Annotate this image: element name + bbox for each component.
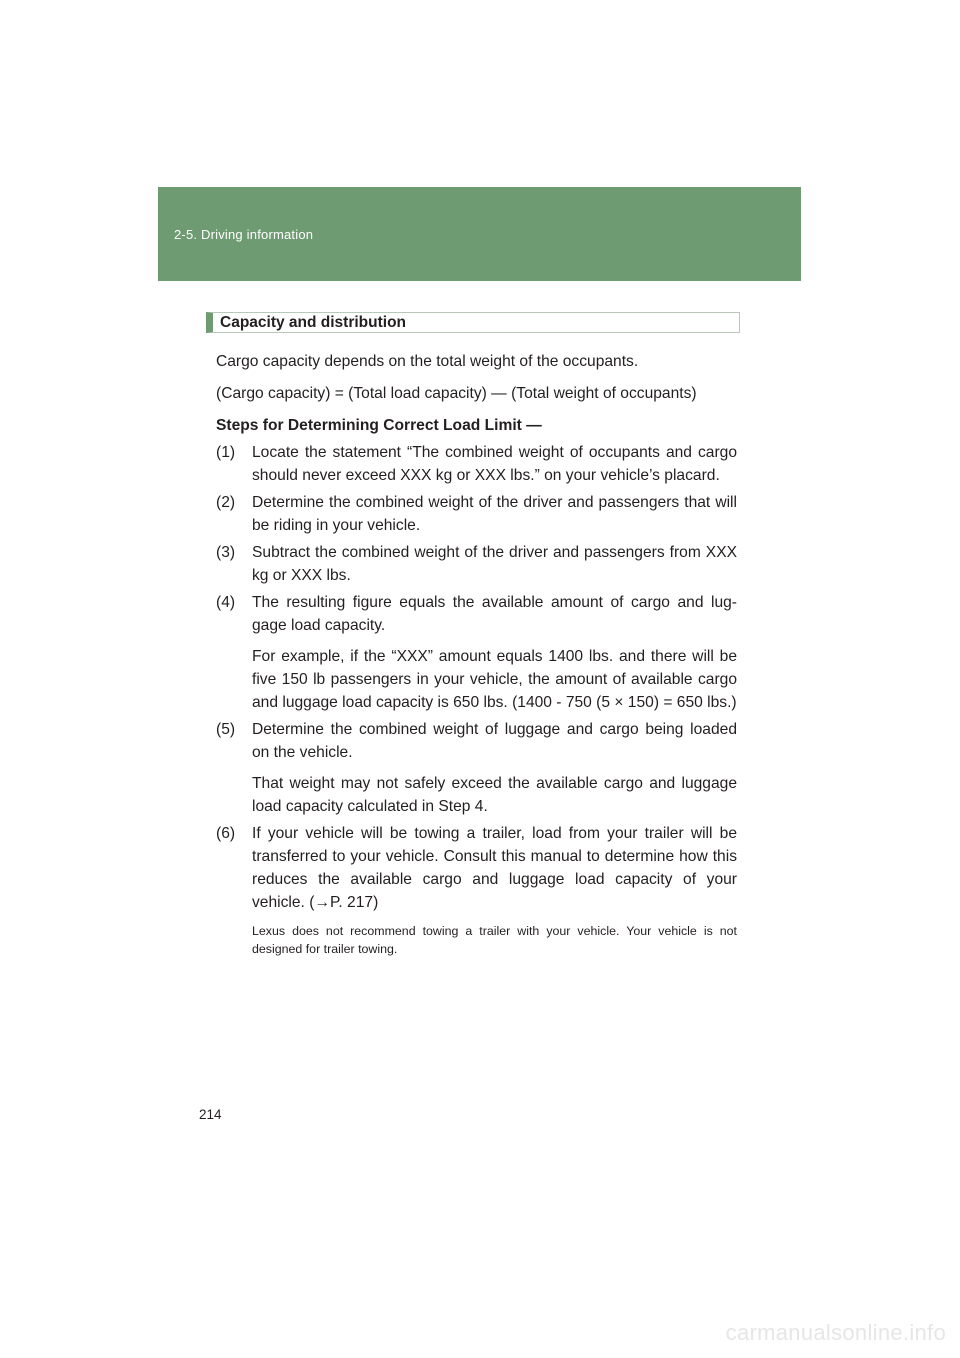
intro-paragraph: Cargo capacity depends on the total weight of the occupants. [216,353,639,370]
step-text: Determine the combined weight of the driver and passengers that will be riding in your vehicle. [252,494,737,534]
step-6-note: Lexus does not recommend towing a trailer with your vehicle. Your vehicle is not designed for trailer towing. [252,924,737,956]
step-number: (5) [216,721,236,738]
section-title: Capacity and distribution [220,314,407,331]
step-4 [216,591,737,637]
page-number: 214 [199,1107,222,1122]
step-4-example: For example, if the “XXX” amount equals 1400 lbs. and there will be five 150 lb passengers in your vehicle, the amount of available cargo and luggage load capacity is 650 lbs. (1400 - 750 (5 × 150) = 650 lbs.) [252,648,737,711]
step-number: (6) [216,825,236,842]
main-content [216,350,737,958]
step-number: (3) [216,544,236,561]
step-5-note: That weight may not safely exceed the available cargo and luggage load capacity calculated in Step 4. [252,775,737,815]
step-text: Locate the statement “The combined weight of occupants and cargo should never exceed XXX kg or XXX lbs.” on your vehicle’s placard. [252,444,737,484]
step-number: (2) [216,494,236,511]
step-3 [216,541,737,587]
step-number: (4) [216,594,236,611]
step-1 [216,441,737,487]
steps-heading: Steps for Determining Correct Load Limit — [216,417,542,434]
chapter-header-band [158,187,801,281]
step-text: If your vehicle will be towing a trailer, load from your trailer will be transferred to your vehicle. Consult this manual to determine how this reduces the available cargo and luggage load capacity of your vehicle. (→P. 217) [252,825,737,911]
chapter-section-label: 2-5. Driving information [174,227,314,242]
step-text: The resulting figure equals the available amount of cargo and lug-gage load capacity. [252,594,737,634]
formula-paragraph: (Cargo capacity) = (Total load capacity) — (Total weight of occupants) [216,385,697,402]
step-text: Subtract the combined weight of the driver and passengers from XXX kg or XXX lbs. [252,544,737,584]
step-text: Determine the combined weight of luggage and cargo being loaded on the vehicle. [252,721,737,761]
section-title-box [206,312,740,333]
step-5 [216,718,737,764]
step-number: (1) [216,444,236,461]
watermark: carmanualsonline.info [725,1320,946,1345]
step-2 [216,491,737,537]
step-6 [216,822,737,914]
